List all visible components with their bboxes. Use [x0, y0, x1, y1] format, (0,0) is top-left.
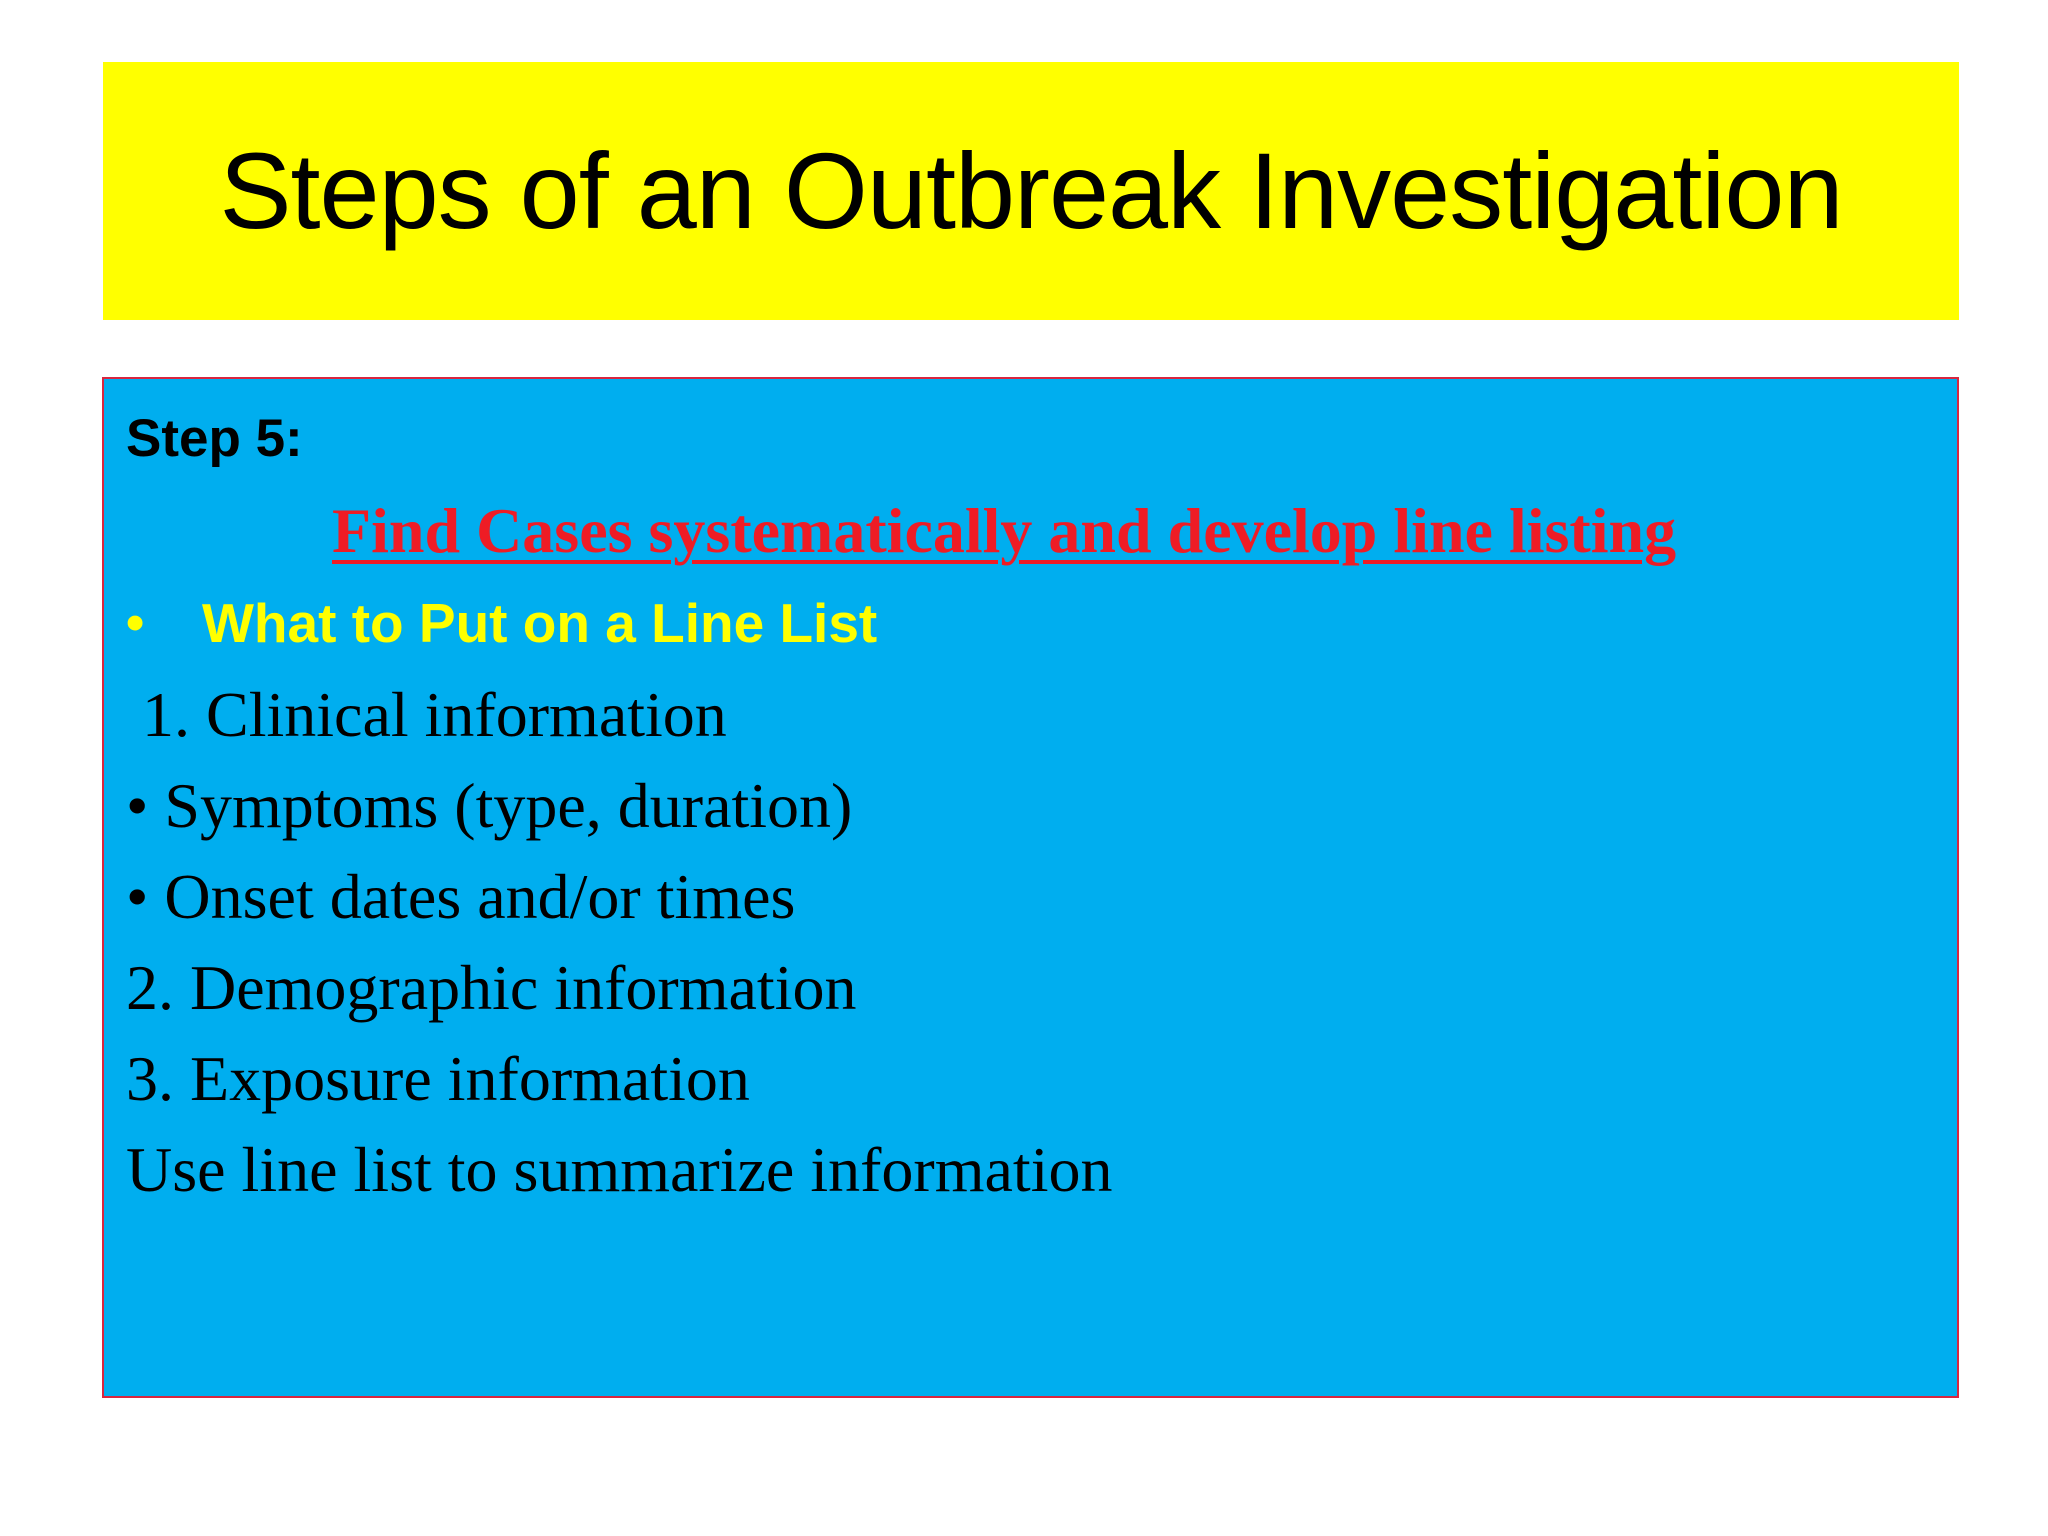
slide-title: Steps of an Outbreak Investigation [219, 130, 1843, 251]
bullet-icon: • [126, 594, 145, 652]
title-banner [103, 62, 1959, 320]
demographic-information-line: 2. Demographic information [126, 952, 857, 1023]
content-panel [102, 377, 1959, 1398]
exposure-information-line: 3. Exposure information [126, 1043, 750, 1114]
bullet-heading-row [126, 577, 1957, 669]
onset-dates-line: • Onset dates and/or times [126, 861, 796, 932]
step-heading: Step 5: [126, 409, 303, 468]
symptoms-line: • Symptoms (type, duration) [126, 770, 853, 841]
clinical-information-line: 1. Clinical information [126, 679, 727, 750]
bullet-heading-text: What to Put on a Line List [202, 592, 878, 654]
step-subtitle: Find Cases systematically and develop line listing [332, 495, 1677, 566]
summarize-line: Use line list to summarize information [126, 1134, 1113, 1205]
